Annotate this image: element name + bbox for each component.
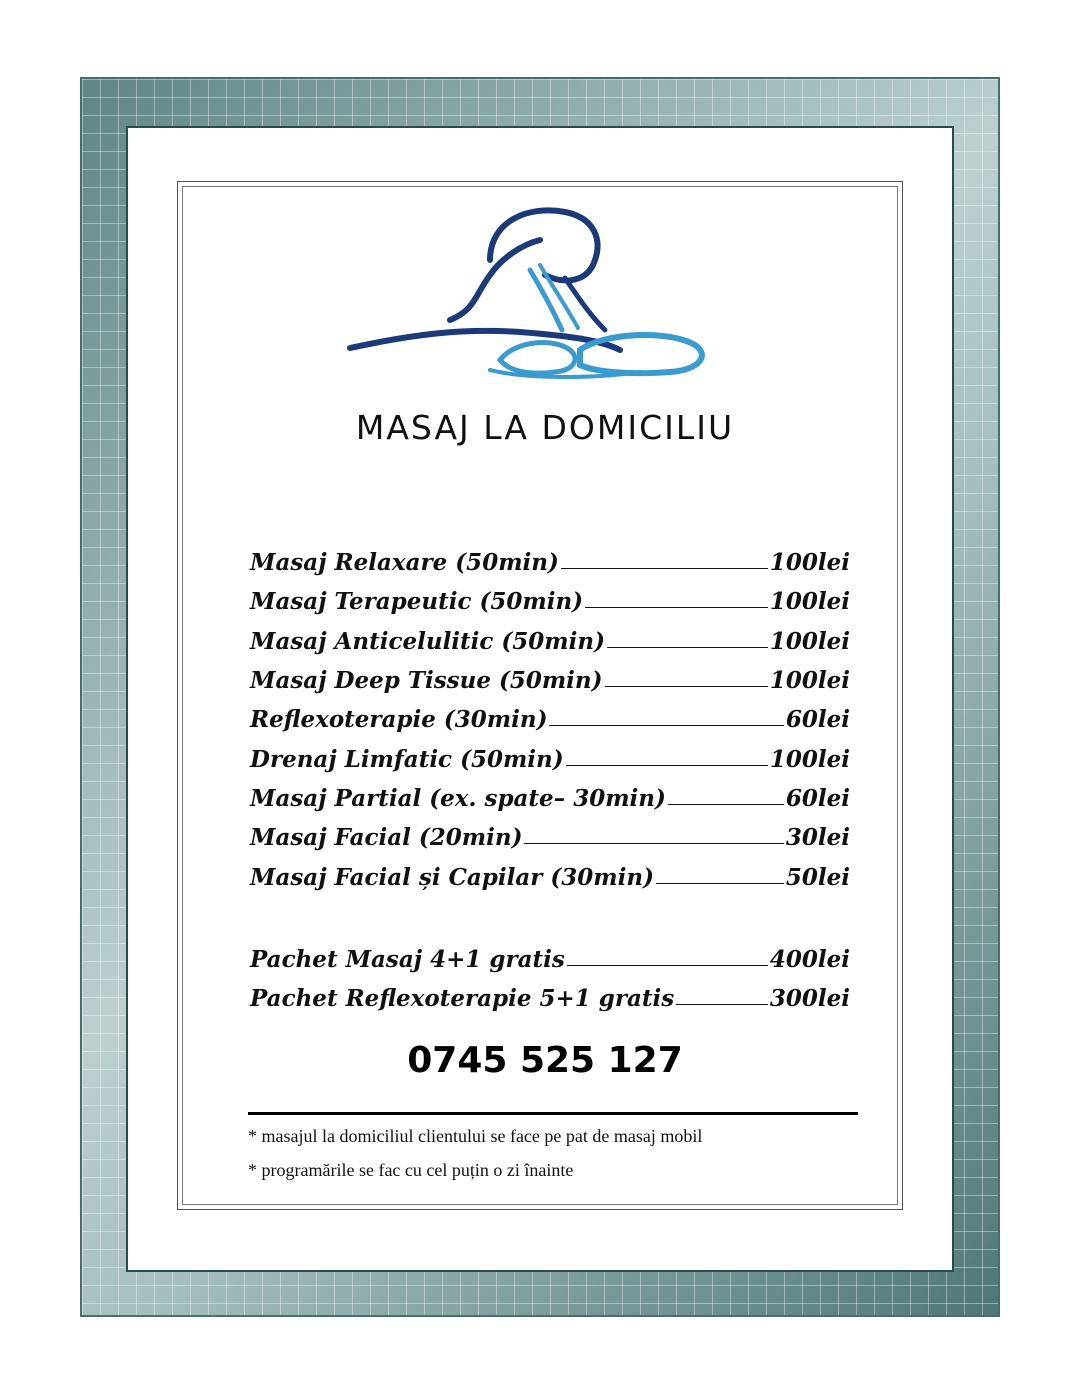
phone-number[interactable]: 0745 525 127 [407, 1040, 683, 1081]
package-row [250, 935, 850, 973]
service-name: Masaj Terapeutic (50min) [250, 588, 584, 615]
note-appointment: * programările se fac cu cel puțin o zi înainte [248, 1160, 574, 1180]
service-name: Masaj Partial (ex. spate– 30min) [250, 785, 666, 812]
service-row [250, 617, 850, 655]
service-price: 30lei [785, 824, 850, 851]
dotted-leader [585, 607, 768, 608]
dotted-leader [607, 647, 768, 648]
dotted-leader [524, 843, 783, 844]
dotted-leader [605, 686, 768, 687]
dotted-leader [656, 883, 784, 884]
dotted-leader [549, 725, 783, 726]
service-row [250, 853, 850, 891]
service-row [250, 656, 850, 694]
service-name: Masaj Deep Tissue (50min) [250, 667, 603, 694]
service-row [250, 695, 850, 733]
service-row [250, 577, 850, 615]
service-name: Reflexoterapie (30min) [250, 706, 548, 733]
service-price: 100lei [769, 549, 850, 576]
divider-rule [248, 1112, 858, 1115]
package-price: 300lei [769, 985, 850, 1012]
service-row [250, 774, 850, 812]
service-name: Masaj Anticelulitic (50min) [250, 628, 605, 655]
dotted-leader [676, 1004, 768, 1005]
package-row [250, 974, 850, 1012]
service-price: 100lei [769, 746, 850, 773]
massage-figure-icon [340, 200, 720, 390]
dotted-leader [566, 765, 768, 766]
service-price: 60lei [785, 706, 850, 733]
package-price: 400lei [769, 946, 850, 973]
service-row [250, 813, 850, 851]
dotted-leader [668, 804, 784, 805]
service-name: Masaj Facial și Capilar (30min) [250, 864, 654, 891]
dotted-leader [567, 965, 768, 966]
page-title: MASAJ LA DOMICILIU [355, 408, 735, 447]
service-price: 100lei [769, 667, 850, 694]
note-mobile-table: * masajul la domiciliul clientului se face pe pat de masaj mobil [248, 1126, 703, 1146]
service-price: 100lei [769, 588, 850, 615]
service-row [250, 735, 850, 773]
service-name: Masaj Facial (20min) [250, 824, 523, 851]
package-name: Pachet Reflexoterapie 5+1 gratis [250, 985, 675, 1012]
service-price: 100lei [769, 628, 850, 655]
service-name: Drenaj Limfatic (50min) [250, 746, 564, 773]
package-name: Pachet Masaj 4+1 gratis [250, 946, 565, 973]
service-name: Masaj Relaxare (50min) [250, 549, 559, 576]
service-price: 60lei [785, 785, 850, 812]
service-price: 50lei [785, 864, 850, 891]
dotted-leader [561, 568, 768, 569]
service-row [250, 538, 850, 576]
